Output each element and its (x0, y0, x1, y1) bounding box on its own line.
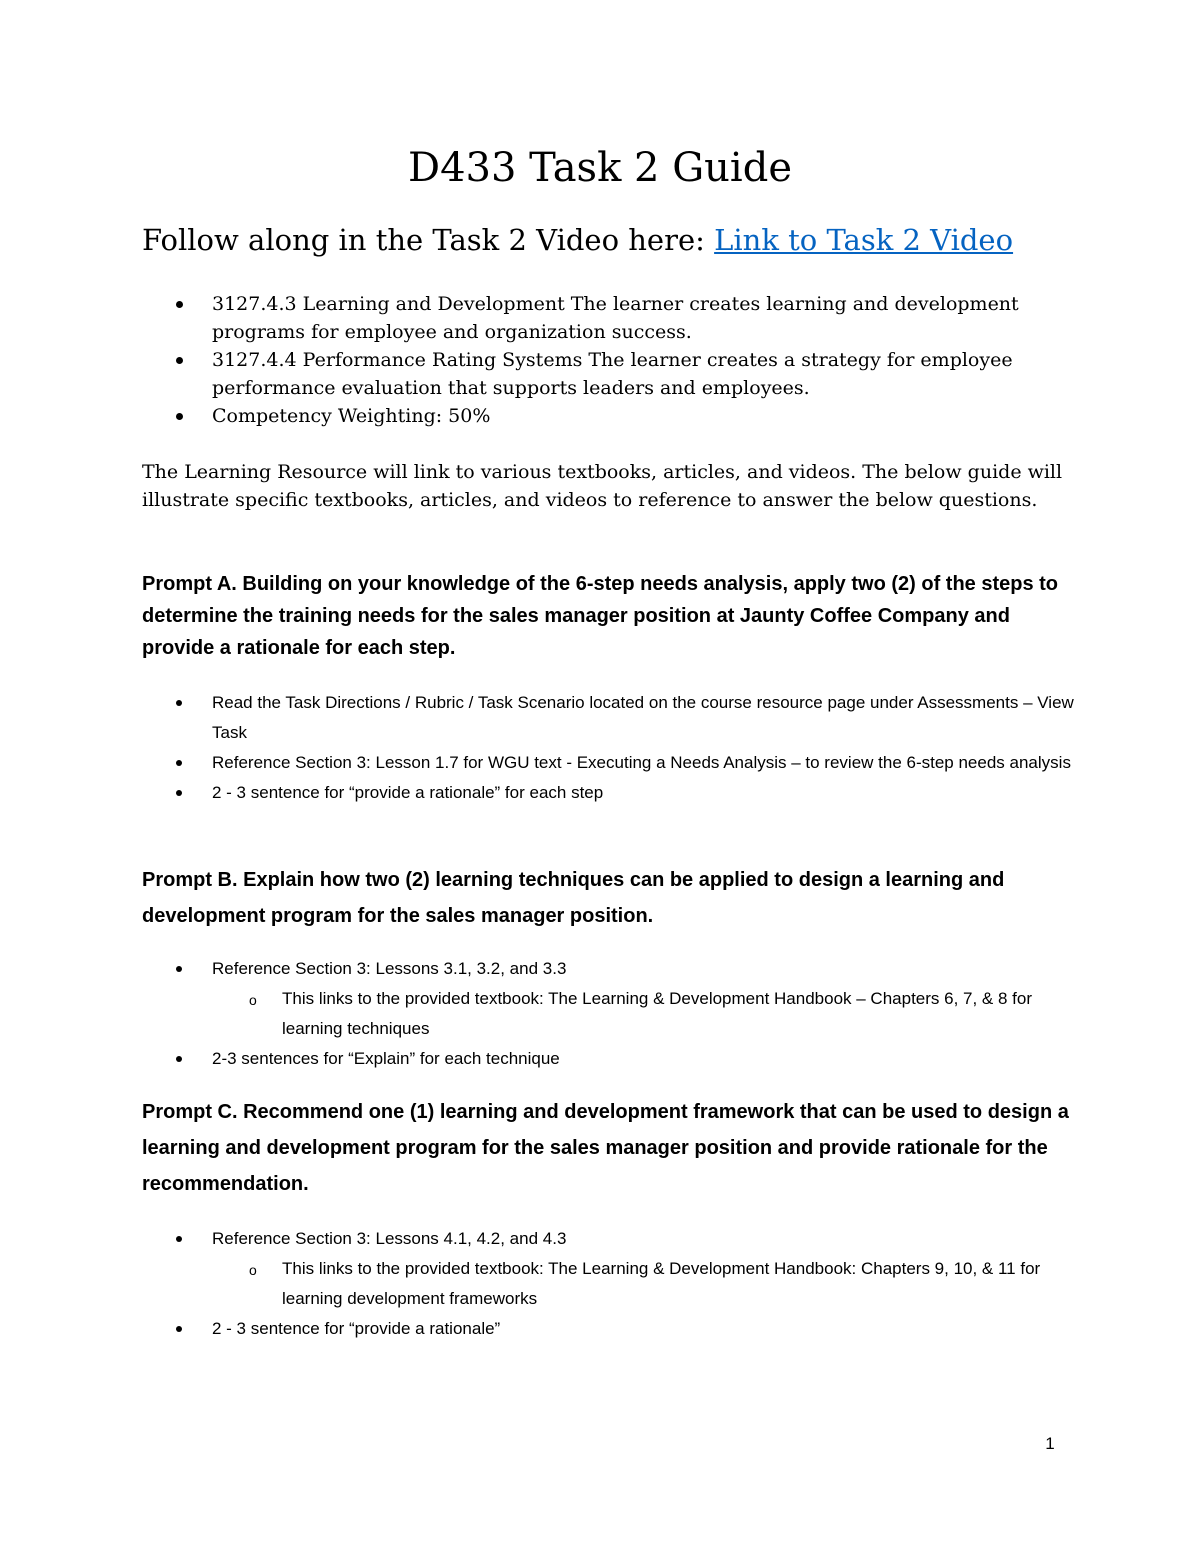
sub-list-item (142, 1254, 1082, 1314)
competency-weighting: Competency Weighting: 50% (212, 405, 491, 427)
list-item (142, 1224, 1082, 1254)
bullet-icon (176, 413, 183, 420)
competency-list (142, 290, 1072, 430)
bullet-text: Reference Section 3: Lessons 4.1, 4.2, and 4.3 (212, 1229, 567, 1248)
bullet-text: Reference Section 3: Lesson 1.7 for WGU text - Executing a Needs Analysis – to review the 6-step needs analysis (212, 753, 1071, 772)
video-link-prefix: Follow along in the Task 2 Video here: (142, 223, 705, 257)
list-item (142, 1314, 1082, 1344)
circle-bullet-icon: o (249, 992, 257, 1008)
bullet-icon (176, 966, 182, 972)
list-item (142, 290, 1072, 346)
prompt-c-list (142, 1224, 1082, 1344)
competency-text: 3127.4.4 Performance Rating Systems The learner creates a strategy for employee performance evaluation that supports leaders and employees. (212, 349, 1013, 399)
list-item (142, 778, 1082, 808)
sub-bullet-text: This links to the provided textbook: The Learning & Development Handbook: Chapters 9, 10, & 11 for learning development frameworks (282, 1259, 1041, 1308)
list-item (142, 346, 1072, 402)
bullet-text: 2 - 3 sentence for “provide a rationale” (212, 1319, 501, 1338)
list-item (142, 402, 1072, 430)
prompt-c-heading: Prompt C. Recommend one (1) learning and development framework that can be used to design a learning and development program for the sales manager position and provide rationale for the recommendation. (142, 1101, 1069, 1195)
sub-bullet-text: This links to the provided textbook: The Learning & Development Handbook – Chapters 6, 7, & 8 for learning techniques (282, 989, 1033, 1038)
list-item (142, 688, 1082, 748)
circle-bullet-icon: o (249, 1262, 257, 1278)
prompt-a-heading: Prompt A. Building on your knowledge of the 6-step needs analysis, apply two (2) of the steps to determine the training needs for the sales manager position at Jaunty Coffee Company and provide a rationale for each step. (142, 573, 1059, 659)
prompt-b-list (142, 954, 1082, 1074)
bullet-text: Read the Task Directions / Rubric / Task Scenario located on the course resource page under Assessments – View Task (212, 693, 1074, 742)
bullet-icon (176, 1056, 182, 1062)
task-video-link[interactable]: Link to Task 2 Video (714, 223, 1014, 257)
bullet-icon (176, 301, 183, 308)
bullet-text: 2 - 3 sentence for “provide a rationale” for each step (212, 783, 604, 802)
list-item (142, 748, 1082, 778)
video-link-line (142, 218, 1013, 262)
bullet-text: 2-3 sentences for “Explain” for each technique (212, 1049, 560, 1068)
bullet-icon (176, 760, 182, 766)
bullet-icon (176, 1326, 182, 1332)
prompt-b-heading: Prompt B. Explain how two (2) learning techniques can be applied to design a learning and development program for the sales manager position. (142, 869, 1005, 927)
list-item (142, 954, 1082, 984)
bullet-icon (176, 1236, 182, 1242)
bullet-icon (176, 700, 182, 706)
sub-list-item (142, 984, 1082, 1044)
intro-paragraph: The Learning Resource will link to various textbooks, articles, and videos. The below guide will illustrate specific textbooks, articles, and videos to reference to answer the below questions. (142, 461, 1063, 511)
page-number: 1 (1045, 1434, 1055, 1453)
bullet-icon (176, 790, 182, 796)
document-title: D433 Task 2 Guide (408, 145, 792, 191)
bullet-text: Reference Section 3: Lessons 3.1, 3.2, and 3.3 (212, 959, 567, 978)
list-item (142, 1044, 1082, 1074)
bullet-icon (176, 357, 183, 364)
competency-text: 3127.4.3 Learning and Development The learner creates learning and development programs for employee and organization success. (212, 293, 1019, 343)
prompt-a-list (142, 688, 1082, 808)
